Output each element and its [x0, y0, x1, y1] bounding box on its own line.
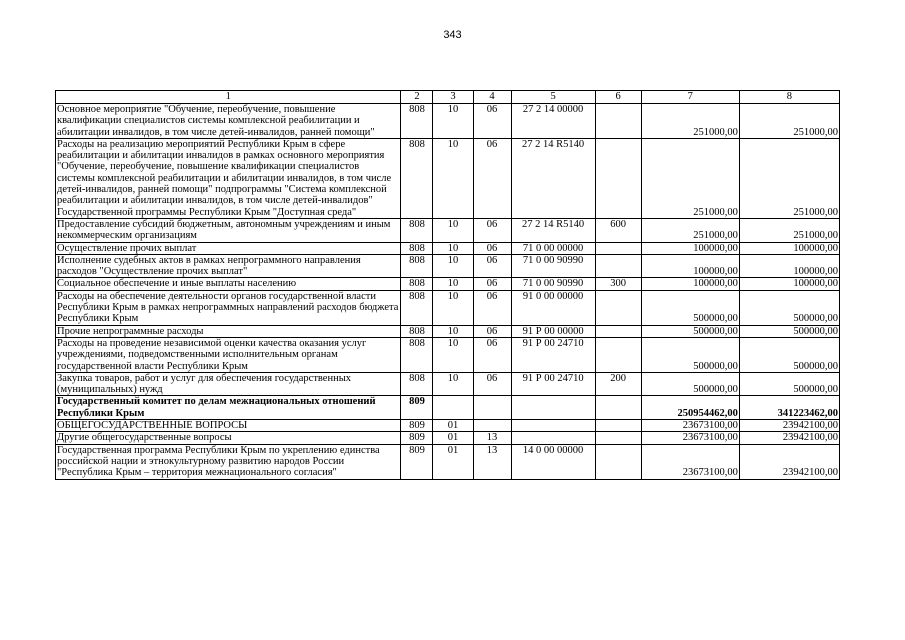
- ministry-code-cell: 808: [401, 290, 433, 325]
- amount-year1-cell: 251000,00: [641, 218, 739, 242]
- column-header: 7: [641, 91, 739, 104]
- table-row: [56, 218, 840, 242]
- ministry-code-cell: 808: [401, 337, 433, 372]
- target-article-cell: 71 0 00 90990: [511, 278, 595, 290]
- subsection-code-cell: [473, 420, 511, 432]
- amount-year2-cell: 23942100,00: [739, 444, 839, 479]
- amount-year2-cell: 251000,00: [739, 218, 839, 242]
- ministry-code-cell: 809: [401, 420, 433, 432]
- amount-year1-cell: 250954462,00: [641, 396, 739, 420]
- amount-year2-cell: 500000,00: [739, 290, 839, 325]
- amount-year1-cell: 500000,00: [641, 372, 739, 396]
- budget-table: [55, 90, 840, 480]
- row-name-cell: Расходы на проведение независимой оценки качества оказания услуг учреждениями, подведомственными исполнительным органам государственной власти Республики Крым: [56, 337, 401, 372]
- amount-year1-cell: 23673100,00: [641, 420, 739, 432]
- target-article-cell: 91 0 00 00000: [511, 290, 595, 325]
- section-code-cell: 01: [433, 432, 473, 444]
- table-row: [56, 290, 840, 325]
- subsection-code-cell: 06: [473, 325, 511, 337]
- expense-type-cell: 300: [595, 278, 641, 290]
- expense-type-cell: 200: [595, 372, 641, 396]
- column-header: 4: [473, 91, 511, 104]
- subsection-code-cell: 06: [473, 372, 511, 396]
- target-article-cell: 91 Р 00 00000: [511, 325, 595, 337]
- table-row: [56, 242, 840, 254]
- section-code-cell: 01: [433, 420, 473, 432]
- subsection-code-cell: 06: [473, 278, 511, 290]
- row-name-cell: Расходы на обеспечение деятельности органов государственной власти Республики Крым в рамках непрограммных направлений расходов бюджета Республики Крым: [56, 290, 401, 325]
- table-row: [56, 432, 840, 444]
- ministry-code-cell: 809: [401, 396, 433, 420]
- amount-year2-cell: 500000,00: [739, 325, 839, 337]
- row-name-cell: Государственная программа Республики Крым по укреплению единства российской нации и этнокультурному развитию народов России "Республика Крым – территория межнационального согласия": [56, 444, 401, 479]
- row-name-cell: Государственный комитет по делам межнациональных отношений Республики Крым: [56, 396, 401, 420]
- subsection-code-cell: 06: [473, 254, 511, 278]
- target-article-cell: [511, 432, 595, 444]
- page-number: 343: [443, 29, 462, 41]
- expense-type-cell: [595, 254, 641, 278]
- subsection-code-cell: 13: [473, 432, 511, 444]
- column-header: 3: [433, 91, 473, 104]
- section-code-cell: 01: [433, 444, 473, 479]
- table-row: [56, 337, 840, 372]
- expense-type-cell: [595, 432, 641, 444]
- row-name-cell: Прочие непрограммные расходы: [56, 325, 401, 337]
- column-header: 2: [401, 91, 433, 104]
- subsection-code-cell: 13: [473, 444, 511, 479]
- ministry-code-cell: 808: [401, 278, 433, 290]
- subsection-code-cell: 06: [473, 138, 511, 218]
- subsection-code-cell: 06: [473, 290, 511, 325]
- amount-year1-cell: 500000,00: [641, 325, 739, 337]
- table-row: [56, 104, 840, 139]
- section-code-cell: 10: [433, 290, 473, 325]
- section-code-cell: 10: [433, 337, 473, 372]
- target-article-cell: [511, 420, 595, 432]
- row-name-cell: Социальное обеспечение и иные выплаты населению: [56, 278, 401, 290]
- row-name-cell: Исполнение судебных актов в рамках непрограммного направления расходов "Осуществление прочих выплат": [56, 254, 401, 278]
- row-name-cell: Другие общегосударственные вопросы: [56, 432, 401, 444]
- amount-year2-cell: 100000,00: [739, 242, 839, 254]
- amount-year1-cell: 500000,00: [641, 290, 739, 325]
- ministry-code-cell: 808: [401, 104, 433, 139]
- amount-year1-cell: 23673100,00: [641, 432, 739, 444]
- target-article-cell: 27 2 14 00000: [511, 104, 595, 139]
- expense-type-cell: [595, 242, 641, 254]
- amount-year2-cell: 23942100,00: [739, 432, 839, 444]
- table-row: [56, 138, 840, 218]
- target-article-cell: 71 0 00 90990: [511, 254, 595, 278]
- section-code-cell: 10: [433, 218, 473, 242]
- table-header-row: [56, 91, 840, 104]
- subsection-code-cell: 06: [473, 104, 511, 139]
- amount-year2-cell: 500000,00: [739, 337, 839, 372]
- expense-type-cell: [595, 138, 641, 218]
- section-code-cell: 10: [433, 278, 473, 290]
- amount-year2-cell: 23942100,00: [739, 420, 839, 432]
- column-header: 6: [595, 91, 641, 104]
- table-row: [56, 420, 840, 432]
- ministry-code-cell: 808: [401, 242, 433, 254]
- column-header: 5: [511, 91, 595, 104]
- ministry-code-cell: 808: [401, 138, 433, 218]
- target-article-cell: 14 0 00 00000: [511, 444, 595, 479]
- amount-year2-cell: 251000,00: [739, 138, 839, 218]
- amount-year2-cell: 100000,00: [739, 254, 839, 278]
- section-code-cell: 10: [433, 242, 473, 254]
- row-name-cell: Закупка товаров, работ и услуг для обеспечения государственных (муниципальных) нужд: [56, 372, 401, 396]
- amount-year1-cell: 500000,00: [641, 337, 739, 372]
- expense-type-cell: [595, 396, 641, 420]
- expense-type-cell: [595, 444, 641, 479]
- ministry-code-cell: 808: [401, 218, 433, 242]
- expense-type-cell: [595, 337, 641, 372]
- ministry-code-cell: 808: [401, 325, 433, 337]
- subsection-code-cell: [473, 396, 511, 420]
- amount-year1-cell: 251000,00: [641, 138, 739, 218]
- table-row: [56, 278, 840, 290]
- expense-type-cell: [595, 104, 641, 139]
- ministry-code-cell: 809: [401, 432, 433, 444]
- target-article-cell: [511, 396, 595, 420]
- target-article-cell: 91 Р 00 24710: [511, 337, 595, 372]
- row-name-cell: ОБЩЕГОСУДАРСТВЕННЫЕ ВОПРОСЫ: [56, 420, 401, 432]
- subsection-code-cell: 06: [473, 242, 511, 254]
- section-code-cell: [433, 396, 473, 420]
- table-row: [56, 254, 840, 278]
- target-article-cell: 91 Р 00 24710: [511, 372, 595, 396]
- row-name-cell: Основное мероприятие "Обучение, переобучение, повышение квалификации специалистов системы комплексной реабилитации и абилитации инвалидов, в том числе детей-инвалидов, ранней помощи": [56, 104, 401, 139]
- amount-year1-cell: 100000,00: [641, 254, 739, 278]
- table-row: [56, 444, 840, 479]
- expense-type-cell: [595, 290, 641, 325]
- ministry-code-cell: 808: [401, 372, 433, 396]
- row-name-cell: Расходы на реализацию мероприятий Республики Крым в сфере реабилитации и абилитации инвалидов в рамках основного мероприятия "Обучение, переобучение, повышение квалификации специалистов системы комплексной реабилитации и абилитации инвалидов, в том числе детей-инвалидов, ранней помощи" подпрограммы "Система комплексной реабилитации и абилитации инвалидов, в том числе детей-инвалидов" Государственной программы Республики Крым "Доступная среда": [56, 138, 401, 218]
- table-row: [56, 325, 840, 337]
- subsection-code-cell: 06: [473, 337, 511, 372]
- target-article-cell: 27 2 14 R5140: [511, 138, 595, 218]
- section-code-cell: 10: [433, 138, 473, 218]
- amount-year1-cell: 23673100,00: [641, 444, 739, 479]
- table-row: [56, 396, 840, 420]
- row-name-cell: Предоставление субсидий бюджетным, автономным учреждениям и иным некоммерческим организациям: [56, 218, 401, 242]
- section-code-cell: 10: [433, 325, 473, 337]
- amount-year2-cell: 251000,00: [739, 104, 839, 139]
- amount-year1-cell: 100000,00: [641, 242, 739, 254]
- target-article-cell: 27 2 14 R5140: [511, 218, 595, 242]
- amount-year1-cell: 251000,00: [641, 104, 739, 139]
- amount-year2-cell: 341223462,00: [739, 396, 839, 420]
- amount-year2-cell: 100000,00: [739, 278, 839, 290]
- table-row: [56, 372, 840, 396]
- ministry-code-cell: 809: [401, 444, 433, 479]
- column-header: 8: [739, 91, 839, 104]
- section-code-cell: 10: [433, 254, 473, 278]
- target-article-cell: 71 0 00 00000: [511, 242, 595, 254]
- column-header: 1: [56, 91, 401, 104]
- expense-type-cell: 600: [595, 218, 641, 242]
- ministry-code-cell: 808: [401, 254, 433, 278]
- expense-type-cell: [595, 420, 641, 432]
- expense-type-cell: [595, 325, 641, 337]
- section-code-cell: 10: [433, 372, 473, 396]
- subsection-code-cell: 06: [473, 218, 511, 242]
- amount-year2-cell: 500000,00: [739, 372, 839, 396]
- row-name-cell: Осуществление прочих выплат: [56, 242, 401, 254]
- section-code-cell: 10: [433, 104, 473, 139]
- amount-year1-cell: 100000,00: [641, 278, 739, 290]
